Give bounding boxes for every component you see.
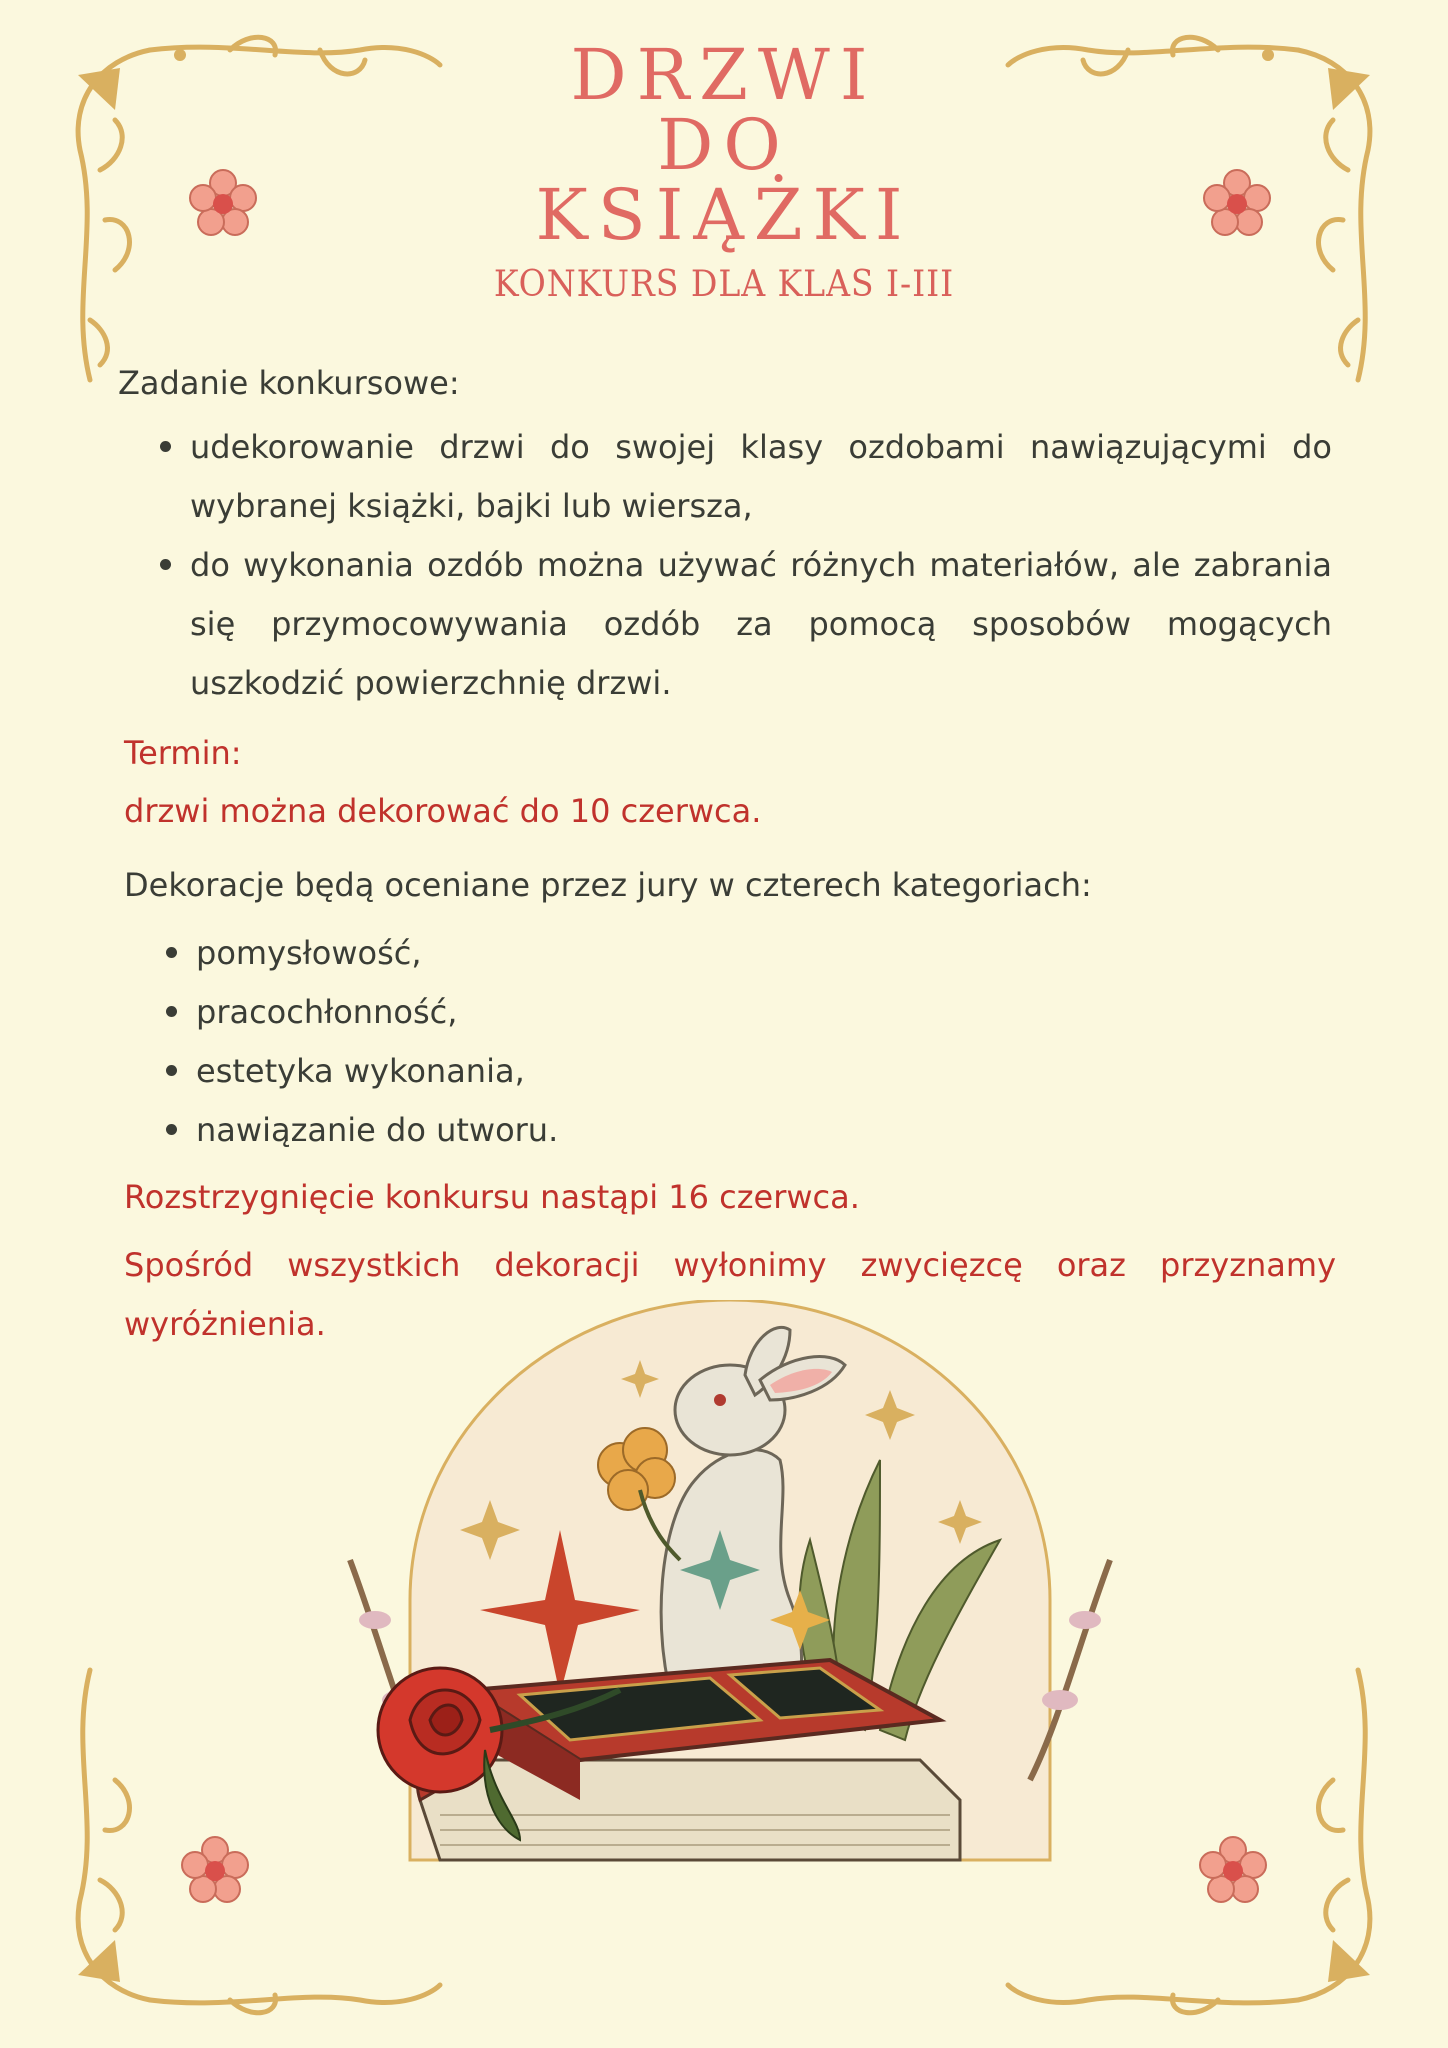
- criteria-item: pracochłonność,: [196, 983, 558, 1042]
- title-line-3: KSIĄŻKI: [535, 174, 913, 256]
- deadline-heading: Termin:: [124, 734, 242, 772]
- task-item: udekorowanie drzwi do swojej klasy ozdobami nawiązującymi do wybranej książki, bajki lub wiersza,: [190, 418, 1332, 536]
- title-line-1: DRZWI: [570, 34, 878, 116]
- rabbit-on-books-with-rose-icon: [320, 1300, 1140, 1940]
- criteria-list: [196, 924, 558, 1160]
- criteria-item: estetyka wykonania,: [196, 1042, 558, 1101]
- criteria-item: nawiązanie do utworu.: [196, 1101, 558, 1160]
- task-item: do wykonania ozdób można używać różnych materiałów, ale zabrania się przymocowywania ozdób za pomocą sposobów mogących uszkodzić powierzchnię drzwi.: [190, 536, 1332, 713]
- criteria-item: pomysłowość,: [196, 924, 558, 983]
- task-heading: Zadanie konkursowe:: [118, 364, 460, 402]
- subtitle: KONKURS DLA KLAS I-III: [493, 264, 955, 305]
- title-line-2: DO: [657, 104, 791, 186]
- flower-icon: [180, 1835, 250, 1905]
- task-list: [190, 418, 1332, 713]
- flower-icon: [1198, 1835, 1268, 1905]
- results-line-1: Rozstrzygnięcie konkursu nastąpi 16 czerwca.: [124, 1178, 860, 1216]
- deadline-text: drzwi można dekorować do 10 czerwca.: [124, 792, 762, 830]
- title-block: [0, 34, 1448, 305]
- results-line-2: Spośród wszystkich dekoracji wyłonimy zwycięzcę oraz przyznamy wyróżnienia.: [124, 1246, 1336, 1343]
- criteria-heading: Dekoracje będą oceniane przez jury w czterech kategoriach:: [124, 866, 1092, 904]
